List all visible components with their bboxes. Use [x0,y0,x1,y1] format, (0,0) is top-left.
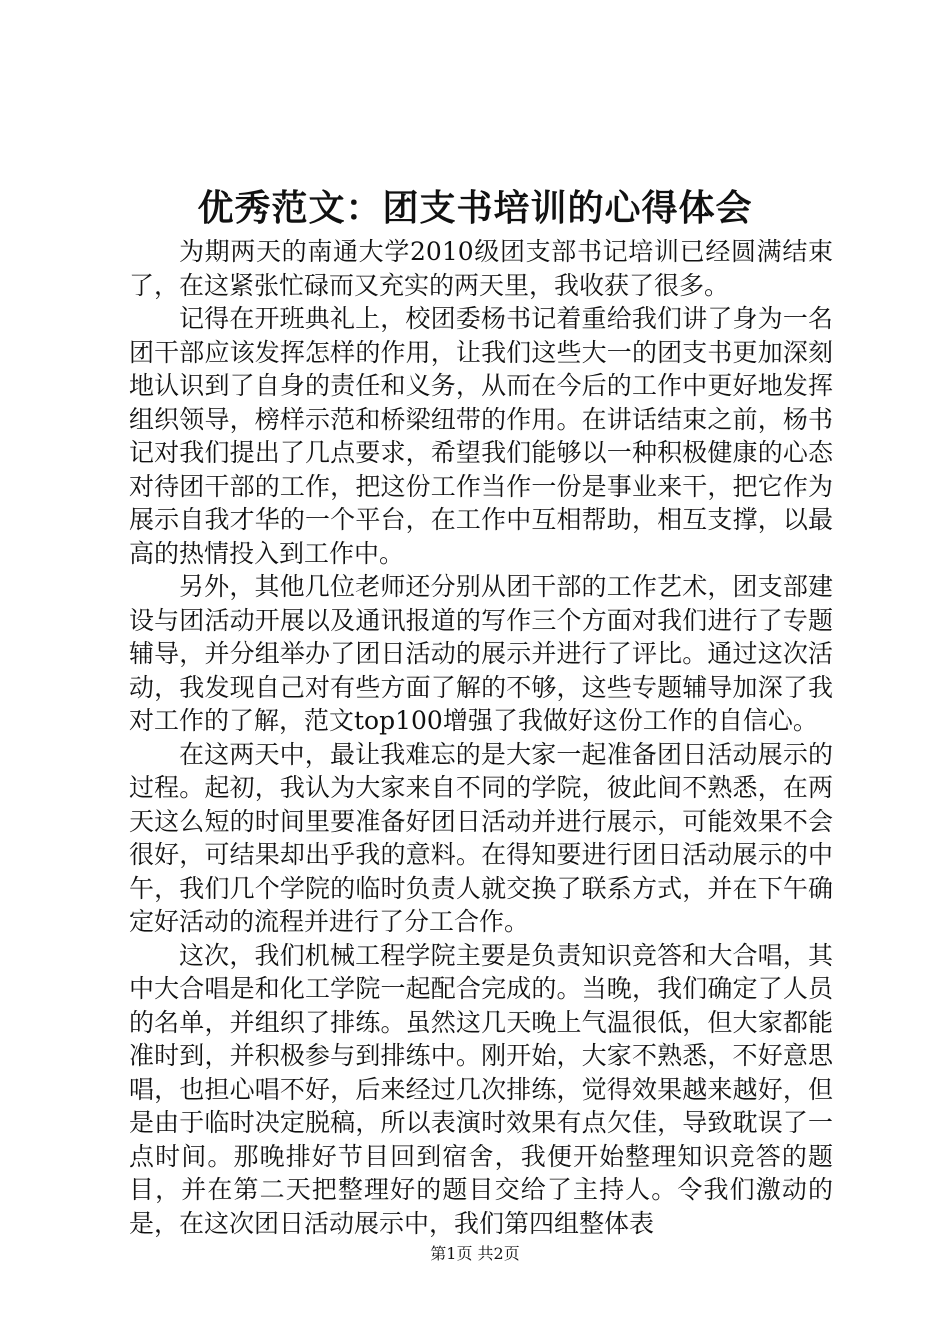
paragraph-2: 记得在开班典礼上，校团委杨书记着重给我们讲了身为一名团干部应该发挥怎样的作用，让我们这些大一的团支书更加深刻地认识到了自身的责任和义务，从而在今后的工作中更好地发挥组织领导，榜样示范和桥梁纽带的作用。在讲话结束之前，杨书记对我们提出了几点要求，希望我们能够以一种积极健康的心态对待团干部的工作，把这份工作当作一份是事业来干，把它作为展示自我才华的一个平台，在工作中互相帮助，相互支撑，以最高的热情投入到工作中。 [129,304,833,568]
document-title: 优秀范文：团支书培训的心得体会 [197,187,753,229]
document-body [129,235,833,1240]
paragraph-1: 为期两天的南通大学2010级团支部书记培训已经圆满结束了，在这紧张忙碌而又充实的两天里，我收获了很多。 [129,237,833,300]
page-number-footer: 第1页 共2页 [430,1244,520,1263]
paragraph-4: 在这两天中，最让我难忘的是大家一起准备团日活动展示的过程。起初，我认为大家来自不同的学院，彼此间不熟悉，在两天这么短的时间里要准备好团日活动并进行展示，可能效果不会很好，可结果却出乎我的意料。在得知要进行团日活动展示的中午，我们几个学院的临时负责人就交换了联系方式，并在下午确定好活动的流程并进行了分工合作。 [129,739,833,936]
paragraph-5: 这次，我们机械工程学院主要是负责知识竞答和大合唱，其中大合唱是和化工学院一起配合完成的。当晚，我们确定了人员的名单，并组织了排练。虽然这几天晚上气温很低，但大家都能准时到，并积极参与到排练中。刚开始，大家不熟悉，不好意思唱，也担心唱不好，后来经过几次排练，觉得效果越来越好，但是由于临时决定脱稿，所以表演时效果有点欠佳，导致耽误了一点时间。那晚排好节目回到宿舍，我便开始整理知识竞答的题目，并在第二天把整理好的题目交给了主持人。令我们激动的是，在这次团日活动展示中，我们第四组整体表 [129,940,833,1238]
paragraph-3: 另外，其他几位老师还分别从团干部的工作艺术，团支部建设与团活动开展以及通讯报道的写作三个方面对我们进行了专题辅导，并分组举办了团日活动的展示并进行了评比。通过这次活动，我发现自己对有些方面了解的不够，这些专题辅导加深了我对工作的了解，范文top100增强了我做好这份工作的自信心。 [129,572,833,735]
